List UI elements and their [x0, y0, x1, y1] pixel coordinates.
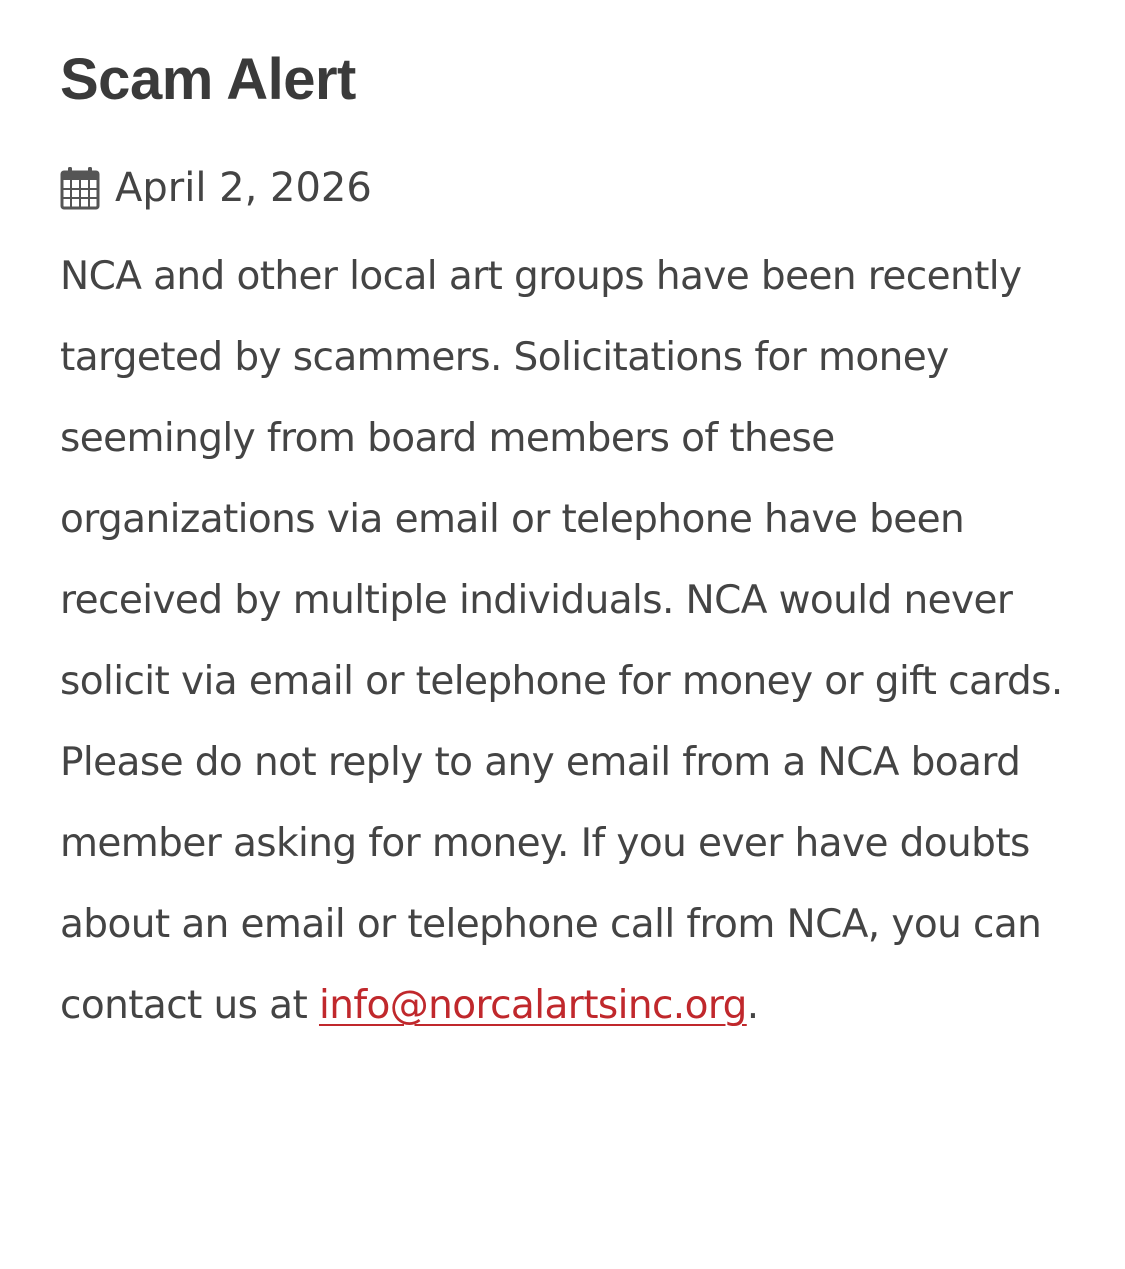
- post-body: [60, 236, 1070, 1046]
- calendar-icon: [60, 166, 100, 210]
- post-paragraph: [60, 236, 1070, 1046]
- post-body-text: NCA and other local art groups have been recently targeted by scammers. Solicitations for money seemingly from board members of these organizations via email or telephone have been received by multiple individuals. NCA would never solicit via email or telephone for money or gift cards. Please do not reply to any email from a NCA board member asking for money. If you ever have doubts about an email or telephone call from NCA, you can contact us at: [60, 254, 1063, 1028]
- post-date: April 2, 2026: [115, 165, 372, 211]
- post-title: Scam Alert: [60, 47, 356, 112]
- email-link[interactable]: info@norcalartsinc.org: [318, 983, 747, 1028]
- trailing-period: .: [746, 983, 759, 1028]
- post-meta: [60, 160, 1070, 216]
- post-article: [60, 44, 1070, 1046]
